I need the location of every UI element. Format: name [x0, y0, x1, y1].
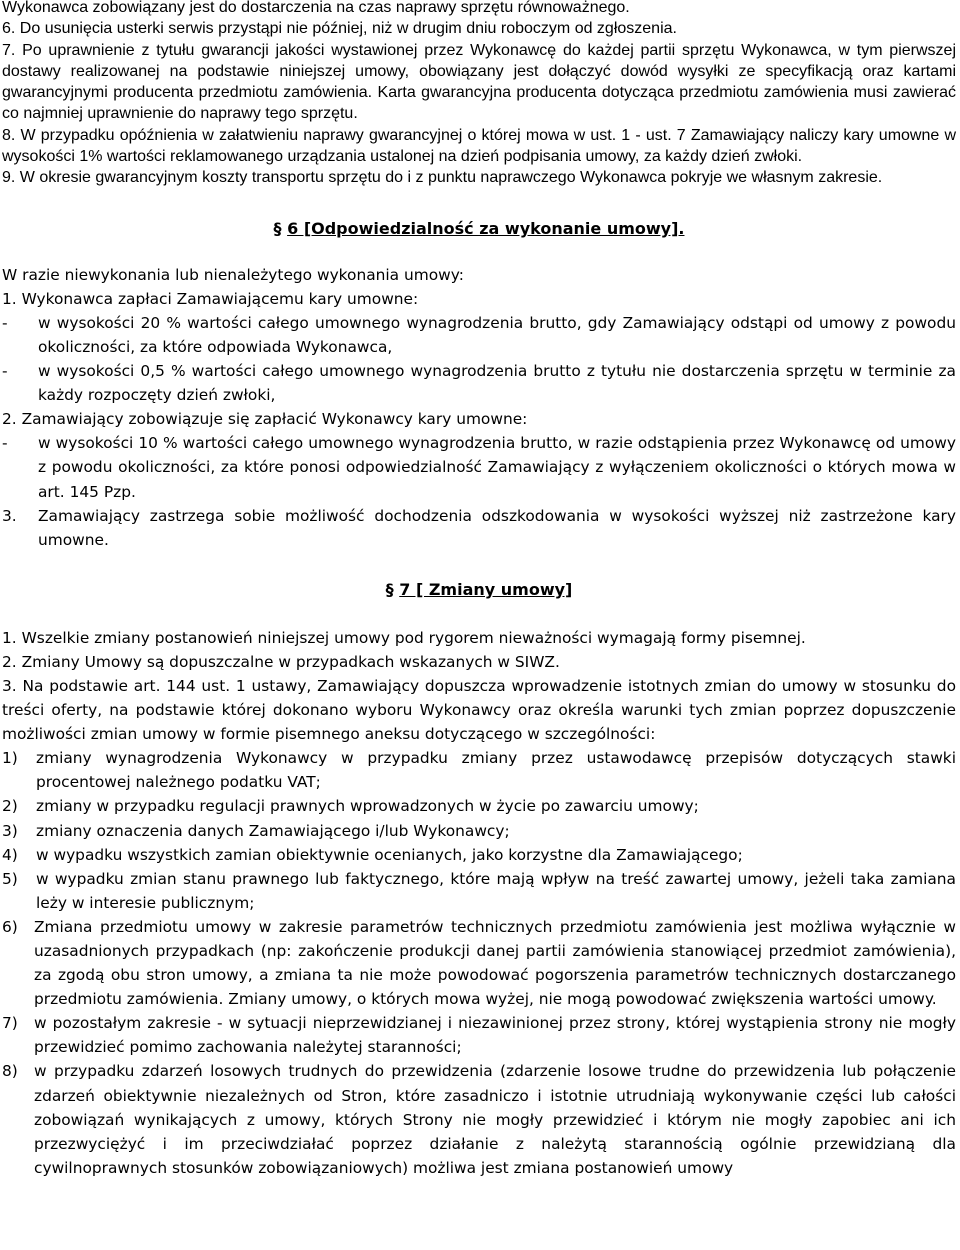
- list-item-label: 2): [2, 797, 18, 816]
- list-item-label: -: [2, 434, 8, 453]
- list-item: [2, 431, 956, 503]
- section-6-point-2: 2. Zamawiający zobowiązuje się zapłacić Wykonawcy kary umowne:: [2, 410, 528, 429]
- list-item: [2, 311, 956, 359]
- section-sign: §: [273, 218, 282, 238]
- list-item-text: w przypadku zdarzeń losowych trudnych do przewidzenia (zdarzenie losowe trudne do przewidzenia lub połączenie zdarzeń obiektywnie niezależnych od Stron, które zasadniczo i istotnie utrudniają wykonywanie części lub całości zobowiązań wynikających z umowy, których Strony nie mogły przewidzieć i którym nie mogły zapobiec ani ich przezwyciężyć i im przeciwdziałać poprzez działanie z należytą starannością ogólnie przewidzianą dla cywilnoprawnych stosunków zobowiązaniowych) możliwa jest zmiana postanowień umowy: [34, 1062, 956, 1177]
- section-6: [2, 217, 956, 552]
- list-item-label: -: [2, 362, 8, 381]
- section-6-lead: W razie niewykonania lub nienależytego wykonania umowy:: [2, 265, 464, 284]
- section-7-point-2: 2. Zmiany Umowy są dopuszczalne w przypadkach wskazanych w SIWZ.: [2, 652, 560, 671]
- paragraph-item-6: 6. Do usunięcia usterki serwis przystąpi nie później, niż w drugim dniu roboczym od zgłoszenia.: [2, 20, 677, 38]
- list-item: [2, 1059, 956, 1179]
- section-7-point-3: 3. Na podstawie art. 144 ust. 1 ustawy, Zamawiający dopuszcza wprowadzenie istotnych zmian do umowy w stosunku do treści oferty, na podstawie której dokonano wyboru Wykonawcy oraz określa warunki tych zmian poprzez dopuszczenie możliwości zmian umowy w formie pisemnego aneksu dotyczącego w szczególności:: [2, 676, 956, 744]
- list-item-text: w wypadku wszystkich zamian obiektywnie ocenianych, jako korzystne dla Zamawiającego;: [36, 845, 743, 864]
- section-sign: §: [385, 579, 394, 599]
- list-item-label: 5): [2, 869, 18, 888]
- section-6-heading: [2, 217, 956, 241]
- list-item-text: w wypadku zmian stanu prawnego lub faktycznego, które mają wpływ na treść zawartej umowy, jeżeli taka zamiana leży w interesie publicznym;: [36, 869, 956, 912]
- paragraph-replacement-equipment: Wykonawca zobowiązany jest do dostarczenia na czas naprawy sprzętu równoważnego.: [2, 0, 630, 16]
- spacer: [2, 552, 956, 578]
- list-item-label: 7): [2, 1014, 18, 1033]
- section-6-point-1: 1. Wykonawca zapłaci Zamawiającemu kary umowne:: [2, 289, 419, 308]
- list-item: [2, 819, 956, 843]
- list-item: [2, 915, 956, 1011]
- section-6-point-3: [2, 504, 956, 552]
- spacer: [2, 602, 956, 626]
- list-item: [2, 359, 956, 407]
- list-item: [2, 867, 956, 915]
- list-item-label: 8): [2, 1062, 18, 1081]
- paragraph-item-9: 9. W okresie gwarancyjnym koszty transportu sprzętu do i z punktu naprawczego Wykonawca pokryje we własnym zakresie.: [2, 169, 883, 187]
- list-item-text: zmiany wynagrodzenia Wykonawcy w przypadku zmiany przez ustawodawcę przepisów dotyczących stawki procentowej należnego podatku VAT;: [36, 749, 956, 792]
- list-item-text: w pozostałym zakresie - w sytuacji nieprzewidzianej i niezawinionej przez strony, której wystąpienia strony nie mogły przewidzieć pomimo zachowania należytej staranności;: [34, 1014, 956, 1057]
- spacer: [2, 241, 956, 263]
- list-item-label: 6): [2, 917, 18, 936]
- section-7-point-1: 1. Wszelkie zmiany postanowień niniejszej umowy pod rygorem nieważności wymagają formy pisemnej.: [2, 628, 806, 647]
- list-item: [2, 746, 956, 794]
- spacer: [2, 189, 956, 217]
- section-6-title: 6 [Odpowiedzialność za wykonanie umowy].: [287, 218, 685, 238]
- list-item-text: w wysokości 0,5 % wartości całego umownego wynagrodzenia brutto z tytułu nie dostarczenia sprzętu w terminie za każdy rozpoczęty dzień zwłoki,: [38, 362, 956, 405]
- paragraph-item-8: 8. W przypadku opóźnienia w załatwieniu naprawy gwarancyjnej o której mowa w ust. 1 - ust. 7 Zamawiający naliczy kary umowne w wysokości 1% wartości reklamowanego urządzania ustalonej na dzień podpisania umowy, za każdy dzień zwłoki.: [2, 126, 956, 166]
- section-7-heading: [2, 578, 956, 602]
- list-item: [2, 843, 956, 867]
- list-item-text: Zamawiający zastrzega sobie możliwość dochodzenia odszkodowania w wysokości wyższej niż zastrzeżone kary umowne.: [38, 506, 956, 549]
- list-item: [2, 794, 956, 818]
- list-item-label: 3.: [2, 506, 17, 525]
- warranty-section: [2, 0, 956, 189]
- list-item-text: w wysokości 10 % wartości całego umownego wynagrodzenia brutto, w razie odstąpienia przez Wykonawcę od umowy z powodu okoliczności, za które ponosi odpowiedzialność Zamawiający z wyłączeniem okoliczności o których mowa w art. 145 Pzp.: [38, 434, 956, 501]
- list-item-text: w wysokości 20 % wartości całego umownego wynagrodzenia brutto, gdy Zamawiający odstąpi od umowy z powodu okoliczności, za które odpowiada Wykonawca,: [38, 313, 956, 356]
- list-item-label: 3): [2, 821, 18, 840]
- list-item-label: -: [2, 313, 8, 332]
- list-item-text: zmiany oznaczenia danych Zamawiającego i/lub Wykonawcy;: [36, 821, 510, 840]
- list-item-label: 4): [2, 845, 18, 864]
- list-item-text: Zmiana przedmiotu umowy w zakresie parametrów technicznych przedmiotu zamówienia jest możliwa wyłącznie w uzasadnionych przypadkach (np: zakończenie produkcji danej partii zamówienia stanowiącej przedmiot zamówienia), za zgodą obu stron umowy, a zmiana ta nie może powodować pogorszenia parametrów technicznych dostarczanego przedmiotu zamówienia. Zmiany umowy, o których mowa wyżej, nie mogą powodować zwiększenia wartości umowy.: [34, 917, 956, 1009]
- paragraph-item-7: 7. Po uprawnienie z tytułu gwarancji jakości wystawionej przez Wykonawcę do każdej partii sprzętu Wykonawca, w tym pierwszej dostawy realizowanej na podstawie niniejszej umowy, obowiązany jest dołączyć dowód wysyłki ze specyfikacją oraz kartami gwarancyjnymi producenta przedmiotu zamówienia. Karta gwarancyjna producenta dotycząca przedmiotu zamówienia musi zawierać co najmniej uprawnienie do naprawy tego sprzętu.: [2, 41, 956, 123]
- list-item-text: zmiany w przypadku regulacji prawnych wprowadzonych w życie po zawarciu umowy;: [36, 797, 699, 816]
- section-7-title: 7 [ Zmiany umowy]: [399, 579, 573, 599]
- list-item: [2, 1011, 956, 1059]
- list-item-label: 1): [2, 749, 18, 768]
- section-7: [2, 578, 956, 1180]
